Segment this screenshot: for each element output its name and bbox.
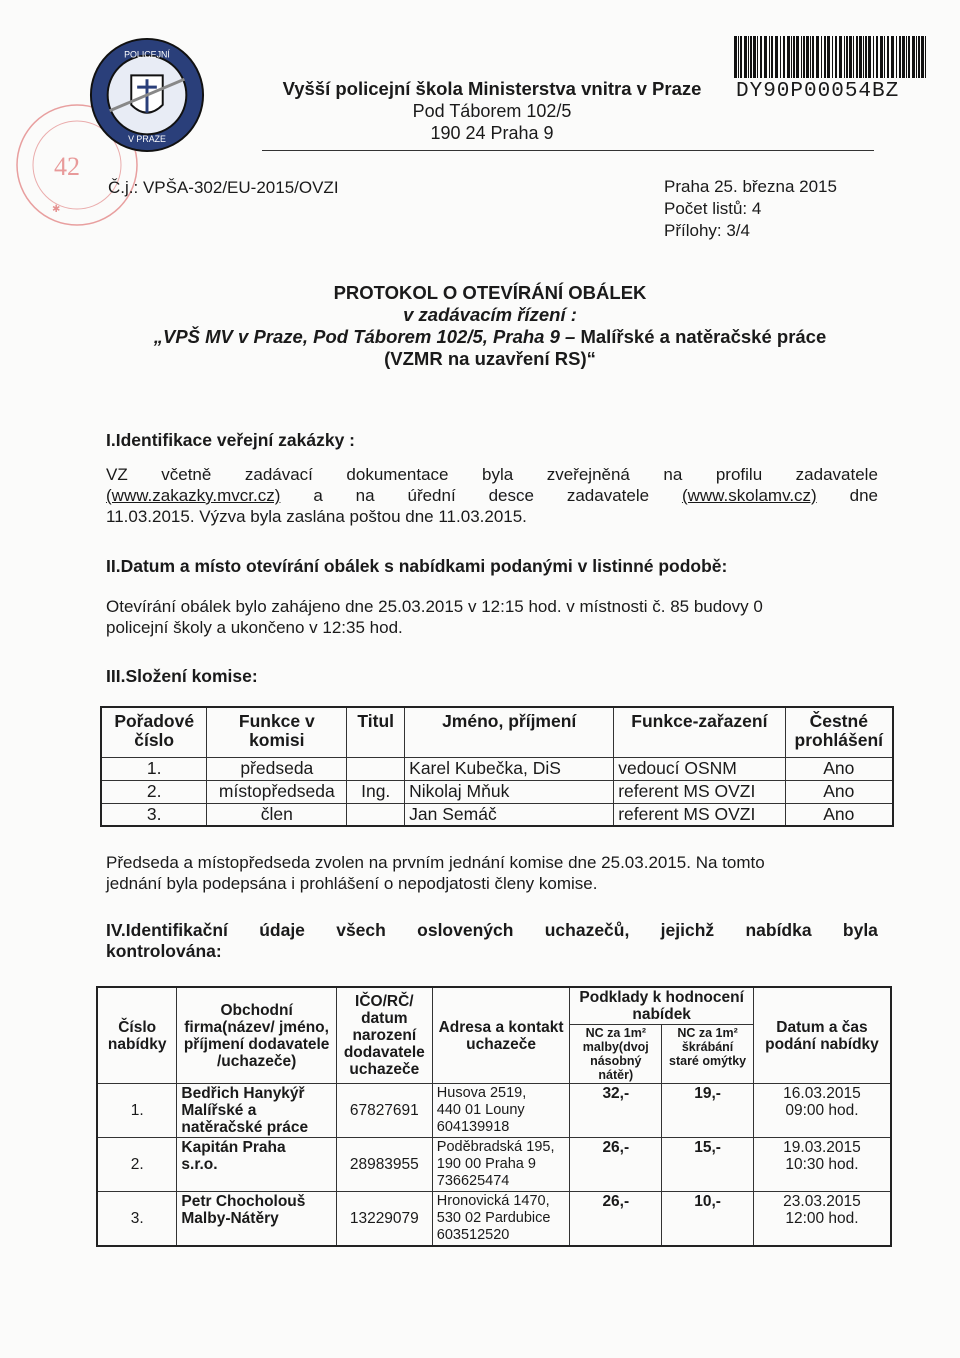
section-2-line-2: policejní školy a ukončeno v 12:35 hod. <box>106 618 403 637</box>
document-title <box>90 282 890 370</box>
company-address <box>432 1084 570 1138</box>
section-2-line-1: Otevírání obálek bylo zahájeno dne 25.03.2015 v 12:15 hod. v místnosti č. 85 budovy 0 <box>106 597 763 616</box>
table-cell: Ano <box>785 803 893 826</box>
col-price-scraping: NC za 1m² škrábání staré omýtky <box>662 1025 754 1084</box>
section-4-heading-line-2: kontrolována: <box>106 941 222 961</box>
company-ico: 67827691 <box>336 1084 432 1138</box>
table-cell: Ano <box>785 757 893 780</box>
title-main: PROTOKOL O OTEVÍRÁNÍ OBÁLEK <box>333 282 647 303</box>
col-offer-number: Číslo nabídky <box>97 987 177 1084</box>
word: včetně <box>161 465 212 484</box>
committee-col-header: Čestné prohlášení <box>785 707 893 757</box>
word: na <box>663 465 683 484</box>
svg-text:✱: ✱ <box>52 204 61 215</box>
col-evaluation-basis: Podklady k hodnocení nabídek <box>570 987 754 1025</box>
table-cell: Ano <box>785 780 893 803</box>
word: údaje <box>259 920 305 940</box>
section-1-line-1 <box>106 464 878 485</box>
table-row <box>97 1192 891 1247</box>
school-emblem-icon <box>88 36 206 154</box>
company-address <box>432 1138 570 1192</box>
word: oslovených <box>417 920 514 940</box>
submission-datetime <box>753 1138 891 1192</box>
word: nabídka <box>745 920 812 940</box>
word: na <box>355 486 375 505</box>
company-line: Malby-Nátěry <box>181 1210 279 1227</box>
address-line: Husova 2519, <box>436 1085 527 1101</box>
bidders-table <box>96 986 892 1247</box>
offer-number: 1. <box>97 1084 177 1138</box>
submission-time: 12:00 hod. <box>785 1210 859 1227</box>
word: byla <box>842 920 878 940</box>
svg-text:POLICEJNÍ: POLICEJNÍ <box>124 49 170 60</box>
submission-date: 23.03.2015 <box>783 1193 861 1210</box>
table-cell: 3. <box>101 803 207 826</box>
section-1-line-2 <box>106 485 878 506</box>
address-line: 440 01 Louny <box>436 1102 525 1118</box>
word: IV.Identifikační <box>106 920 228 940</box>
word: VZ <box>106 465 128 484</box>
offer-number: 2. <box>97 1138 177 1192</box>
table-row <box>101 780 893 803</box>
header-divider <box>262 150 874 151</box>
company-line: Bedřich Hanykýř <box>181 1085 305 1102</box>
company-line: natěračské práce <box>181 1119 309 1136</box>
bidders-header-row-1 <box>97 987 891 1025</box>
word: jejichž <box>660 920 715 940</box>
committee-header-row <box>101 707 893 757</box>
table-cell: Ing. <box>347 780 405 803</box>
table-cell: referent MS OVZI <box>614 780 785 803</box>
col-submission-datetime: Datum a čas podání nabídky <box>753 987 891 1084</box>
table-cell: 1. <box>101 757 207 780</box>
committee-note <box>106 852 878 894</box>
address-line: 190 00 Praha 9 <box>436 1156 536 1172</box>
word: desce <box>488 486 534 505</box>
reference-number: Č.j.: VPŠA-302/EU-2015/OVZI <box>108 178 339 197</box>
section-3-heading: III.Složení komise: <box>106 666 258 686</box>
title-subtitle: v zadávacím řízení : <box>403 304 577 325</box>
address-line: 530 02 Pardubice <box>436 1210 551 1226</box>
title-contract-type: (VZMR na uzavření RS)“ <box>384 348 596 369</box>
word: zveřejněná <box>546 465 630 484</box>
committee-col-header: Funkce-zařazení <box>614 707 785 757</box>
table-cell: místopředseda <box>207 780 347 803</box>
svg-text:V PRAZE: V PRAZE <box>128 134 166 145</box>
col-ico: IČO/RČ/ datum narození dodavatele uchazeče <box>336 987 432 1084</box>
section-1-heading: I.Identifikace veřejní zakázky : <box>106 430 356 450</box>
school-address-street: Pod Táborem 102/5 <box>412 101 572 121</box>
price-scraping: 19,- <box>662 1084 754 1138</box>
offer-number: 3. <box>97 1192 177 1247</box>
table-row <box>101 803 893 826</box>
company-name <box>177 1084 336 1138</box>
company-line: Petr Chocholouš <box>181 1193 306 1210</box>
company-ico: 28983955 <box>336 1138 432 1192</box>
submission-time: 10:30 hod. <box>785 1156 859 1173</box>
submission-time: 09:00 hod. <box>785 1102 859 1119</box>
word: úřední <box>407 486 456 505</box>
word: dne <box>849 486 878 505</box>
committee-col-header: Jméno, příjmení <box>405 707 614 757</box>
word: byla <box>482 465 514 484</box>
word: (www.skolamv.cz) <box>681 486 817 505</box>
col-price-painting: NC za 1m² malby(dvoj násobný nátěr) <box>570 1025 662 1084</box>
table-cell: Nikolaj Mňuk <box>405 780 614 803</box>
table-cell: člen <box>207 803 347 826</box>
company-name <box>177 1192 336 1247</box>
address-line: Hronovická 1470, <box>436 1193 550 1209</box>
section-2-text <box>106 596 878 638</box>
company-ico: 13229079 <box>336 1192 432 1247</box>
title-contract-italic: „VPŠ MV v Praze, Pod Táborem 102/5, Praha 9 – <box>153 326 576 347</box>
address-line: 603512520 <box>436 1227 510 1243</box>
word: zadávací <box>244 465 313 484</box>
table-cell: vedoucí OSNM <box>614 757 785 780</box>
word: uchazečů, <box>544 920 630 940</box>
word: a <box>313 486 323 505</box>
title-contract-name <box>90 326 890 348</box>
committee-table <box>100 706 894 827</box>
word: dokumentace <box>346 465 449 484</box>
submission-date: 16.03.2015 <box>783 1085 861 1102</box>
barcode-number: DY90P00054BZ <box>736 80 900 103</box>
section-4-heading-line-1 <box>106 920 878 941</box>
table-cell: 2. <box>101 780 207 803</box>
table-cell: předseda <box>207 757 347 780</box>
col-company: Obchodní firma(název/ jméno, příjmení dodavatele /uchazeče) <box>177 987 336 1084</box>
barcode-icon <box>732 36 928 78</box>
section-4-heading <box>106 920 878 962</box>
table-cell <box>347 757 405 780</box>
attachments-count: Přílohy: 3/4 <box>664 221 750 240</box>
price-painting: 26,- <box>570 1192 662 1247</box>
submission-date: 19.03.2015 <box>783 1139 861 1156</box>
price-scraping: 10,- <box>662 1192 754 1247</box>
address-line: 736625474 <box>436 1173 510 1189</box>
company-name <box>177 1138 336 1192</box>
col-address: Adresa a kontakt uchazeče <box>432 987 570 1084</box>
price-scraping: 15,- <box>662 1138 754 1192</box>
address-line: 604139918 <box>436 1119 510 1135</box>
table-cell: referent MS OVZI <box>614 803 785 826</box>
section-1-line-3: 11.03.2015. Výzva byla zaslána poštou dne 11.03.2015. <box>106 507 527 526</box>
company-line: Kapitán Praha <box>181 1139 286 1156</box>
table-cell: Karel Kubečka, DiS <box>405 757 614 780</box>
submission-datetime <box>753 1084 891 1138</box>
company-line: s.r.o. <box>181 1156 218 1173</box>
word: zadavatele <box>566 486 650 505</box>
table-row <box>97 1138 891 1192</box>
committee-note-line-2: jednání byla podepsána i prohlášení o nepodjatosti členy komise. <box>106 874 598 893</box>
word: zadavatele <box>795 465 878 484</box>
submission-datetime <box>753 1192 891 1247</box>
table-row <box>97 1084 891 1138</box>
word: profilu <box>715 465 763 484</box>
company-line: Malířské a <box>181 1102 257 1119</box>
page-count: Počet listů: 4 <box>664 199 762 218</box>
school-header <box>262 78 722 144</box>
committee-col-header: Titul <box>347 707 405 757</box>
committee-col-header: Funkce v komisi <box>207 707 347 757</box>
title-contract-rest: Malířské a natěračské práce <box>575 326 827 347</box>
price-painting: 32,- <box>570 1084 662 1138</box>
table-cell: Jan Semáč <box>405 803 614 826</box>
company-address <box>432 1192 570 1247</box>
section-1-text <box>106 464 878 527</box>
document-meta <box>664 176 837 242</box>
stamp-number: 42 <box>54 152 80 181</box>
price-painting: 26,- <box>570 1138 662 1192</box>
committee-note-line-1: Předseda a místopředseda zvolen na prvním jednání komise dne 25.03.2015. Na tomto <box>106 853 765 872</box>
school-name: Vyšší policejní škola Ministerstva vnitra v Praze <box>282 78 702 99</box>
committee-col-header: Pořadové číslo <box>101 707 207 757</box>
word: všech <box>336 920 386 940</box>
table-cell <box>347 803 405 826</box>
word: (www.zakazky.mvcr.cz) <box>106 486 281 505</box>
address-line: Poděbradská 195, <box>436 1139 555 1155</box>
school-address-city: 190 24 Praha 9 <box>430 123 554 143</box>
section-2-heading: II.Datum a místo otevírání obálek s nabídkami podanými v listinné podobě: <box>106 556 728 576</box>
table-row <box>101 757 893 780</box>
document-date: Praha 25. března 2015 <box>664 177 837 196</box>
